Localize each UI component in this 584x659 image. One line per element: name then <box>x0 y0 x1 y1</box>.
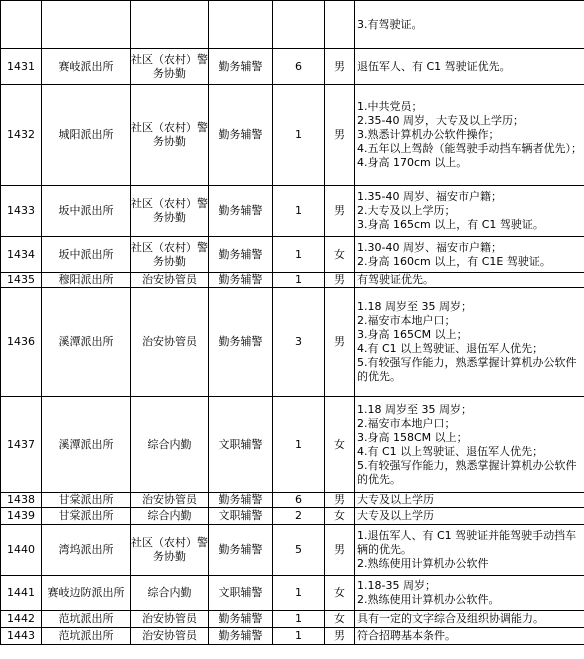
requirement-line: 大专及以上学历 <box>357 493 434 506</box>
requirement-line: 3.身高 165cm 以上，有 C1 驾驶证。 <box>357 218 544 231</box>
type-cell: 文职辅警 <box>209 397 273 493</box>
type-cell: 勤务辅警 <box>209 288 273 397</box>
requirement-line: 2.35-40 周岁，大专及以上学历； <box>357 114 524 127</box>
table-row <box>1 525 584 576</box>
requirement-line: 3.身高 165CM 以上； <box>357 328 468 341</box>
position-code-cell: 1436 <box>1 288 42 397</box>
gender-cell: 女 <box>325 508 355 525</box>
requirement-line: 4.身高 170cm 以上。 <box>357 156 468 169</box>
gender-cell: 男 <box>325 525 355 576</box>
count-cell: 2 <box>273 508 325 525</box>
table-row <box>1 85 584 186</box>
position-cell: 治安协管员 <box>131 273 209 288</box>
count-cell: 3 <box>273 288 325 397</box>
requirement-line: 1.30-40 周岁、福安市户籍； <box>357 240 502 254</box>
requirements-cell <box>355 237 584 273</box>
gender-cell: 女 <box>325 576 355 611</box>
position-code-cell: 1441 <box>1 576 42 611</box>
requirement-line: 退伍军人、有 C1 驾驶证优先。 <box>357 59 511 73</box>
type-cell: 文职辅警 <box>209 508 273 525</box>
position-code-cell <box>1 1 42 49</box>
requirement-line: 4.五年以上驾龄（能驾驶手动挡车辆者优先）； <box>357 142 582 155</box>
requirements-cell <box>355 576 584 611</box>
type-cell: 勤务辅警 <box>209 611 273 628</box>
position-cell: 社区（农村）警务协勤 <box>131 525 209 576</box>
requirements-cell <box>355 397 584 493</box>
unit-cell: 甘棠派出所 <box>42 508 131 525</box>
gender-cell: 男 <box>325 85 355 186</box>
count-cell: 5 <box>273 525 325 576</box>
requirements-cell <box>355 525 584 576</box>
table-row <box>1 508 584 525</box>
requirements-cell <box>355 1 584 49</box>
position-code-cell: 1438 <box>1 493 42 508</box>
position-cell: 社区（农村）警务协勤 <box>131 85 209 186</box>
requirement-line: 3.身高 158CM 以上； <box>357 430 468 444</box>
count-cell: 6 <box>273 49 325 85</box>
requirements-cell <box>355 85 584 186</box>
gender-cell: 女 <box>325 397 355 493</box>
requirement-line: 2.福安市本地户口； <box>357 314 456 327</box>
count-cell: 1 <box>273 85 325 186</box>
requirements-cell <box>355 628 584 645</box>
requirement-line: 1.35-40 周岁、福安市户籍； <box>357 190 502 203</box>
requirements-cell <box>355 508 584 525</box>
requirement-line: 2.熟练使用计算机办公软件。 <box>357 593 500 606</box>
type-cell: 勤务辅警 <box>209 186 273 237</box>
count-cell: 1 <box>273 611 325 628</box>
type-cell: 勤务辅警 <box>209 237 273 273</box>
gender-cell: 男 <box>325 49 355 85</box>
type-cell <box>209 1 273 49</box>
unit-cell: 坂中派出所 <box>42 237 131 273</box>
requirement-line: 1.18-35 周岁； <box>357 579 436 592</box>
position-cell: 社区（农村）警务协勤 <box>131 49 209 85</box>
type-cell: 勤务辅警 <box>209 493 273 508</box>
type-cell: 文职辅警 <box>209 576 273 611</box>
table-row <box>1 273 584 288</box>
requirement-line: 1.中共党员； <box>357 100 423 113</box>
count-cell: 1 <box>273 237 325 273</box>
position-code-cell: 1435 <box>1 273 42 288</box>
position-cell: 治安协管员 <box>131 611 209 628</box>
requirements-cell <box>355 288 584 397</box>
position-cell: 治安协管员 <box>131 288 209 397</box>
unit-cell: 范坑派出所 <box>42 611 131 628</box>
table-row <box>1 237 584 273</box>
requirement-line: 有驾驶证优先。 <box>357 273 434 286</box>
unit-cell: 范坑派出所 <box>42 628 131 645</box>
position-code-cell: 1432 <box>1 85 42 186</box>
position-cell <box>131 1 209 49</box>
unit-cell: 赛岐派出所 <box>42 49 131 85</box>
requirements-cell <box>355 186 584 237</box>
gender-cell: 男 <box>325 628 355 645</box>
table-row <box>1 576 584 611</box>
requirement-line: 2.身高 160cm 以上，有 C1E 驾驶证。 <box>357 254 551 268</box>
requirement-line: 3.有驾驶证。 <box>357 17 423 31</box>
requirement-line: 3.熟悉计算机办公软件操作； <box>357 128 500 141</box>
gender-cell: 男 <box>325 273 355 288</box>
requirement-line: 1.18 周岁至 35 周岁； <box>357 300 472 313</box>
type-cell: 勤务辅警 <box>209 525 273 576</box>
position-cell: 治安协管员 <box>131 628 209 645</box>
position-cell: 综合内勤 <box>131 397 209 493</box>
position-code-cell: 1440 <box>1 525 42 576</box>
gender-cell: 女 <box>325 611 355 628</box>
position-cell: 治安协管员 <box>131 493 209 508</box>
requirement-line: 4.有 C1 以上驾驶证、退伍军人优先； <box>357 342 544 355</box>
type-cell: 勤务辅警 <box>209 49 273 85</box>
unit-cell: 城阳派出所 <box>42 85 131 186</box>
requirement-line: 符合招聘基本条件。 <box>357 629 456 642</box>
requirement-line: 5.有较强写作能力，熟悉掌握计算机办公软件的优先。 <box>357 356 577 383</box>
type-cell: 勤务辅警 <box>209 628 273 645</box>
type-cell: 勤务辅警 <box>209 273 273 288</box>
table-body <box>1 1 584 645</box>
unit-cell: 溪潭派出所 <box>42 288 131 397</box>
position-code-cell: 1443 <box>1 628 42 645</box>
requirements-cell <box>355 611 584 628</box>
unit-cell: 溪潭派出所 <box>42 397 131 493</box>
position-cell: 综合内勤 <box>131 576 209 611</box>
unit-cell: 赛岐边防派出所 <box>42 576 131 611</box>
table-row <box>1 397 584 493</box>
gender-cell: 男 <box>325 186 355 237</box>
position-cell: 社区（农村）警务协勤 <box>131 186 209 237</box>
count-cell: 1 <box>273 186 325 237</box>
position-code-cell: 1437 <box>1 397 42 493</box>
requirement-line: 2.熟练使用计算机办公软件 <box>357 557 489 570</box>
gender-cell: 男 <box>325 288 355 397</box>
unit-cell <box>42 1 131 49</box>
requirement-line: 5.有较强写作能力，熟悉掌握计算机办公软件的优先。 <box>357 458 577 486</box>
requirement-line: 1.18 周岁至 35 周岁； <box>357 402 472 416</box>
requirements-cell <box>355 273 584 288</box>
unit-cell: 穆阳派出所 <box>42 273 131 288</box>
position-code-cell: 1431 <box>1 49 42 85</box>
position-code-cell: 1442 <box>1 611 42 628</box>
unit-cell: 甘棠派出所 <box>42 493 131 508</box>
requirement-line: 具有一定的文字综合及组织协调能力。 <box>357 612 544 625</box>
gender-cell: 女 <box>325 237 355 273</box>
requirement-line: 4.有 C1 以上驾驶证、退伍军人优先； <box>357 444 544 458</box>
table-row <box>1 628 584 645</box>
requirement-line: 1.退伍军人、有 C1 驾驶证并能驾驶手动挡车辆的优先。 <box>357 529 577 556</box>
position-code-cell: 1434 <box>1 237 42 273</box>
requirements-cell <box>355 493 584 508</box>
table-row <box>1 611 584 628</box>
table-row <box>1 493 584 508</box>
type-cell: 勤务辅警 <box>209 85 273 186</box>
requirement-line: 大专及以上学历 <box>357 509 434 522</box>
count-cell: 6 <box>273 493 325 508</box>
unit-cell: 湾坞派出所 <box>42 525 131 576</box>
requirement-line: 2.福安市本地户口； <box>357 416 456 430</box>
position-code-cell: 1433 <box>1 186 42 237</box>
position-code-cell: 1439 <box>1 508 42 525</box>
gender-cell <box>325 1 355 49</box>
table-row <box>1 1 584 49</box>
table-row <box>1 288 584 397</box>
count-cell: 1 <box>273 273 325 288</box>
count-cell: 1 <box>273 397 325 493</box>
requirement-line: 2.大专及以上学历； <box>357 204 456 217</box>
unit-cell: 坂中派出所 <box>42 186 131 237</box>
count-cell: 1 <box>273 628 325 645</box>
count-cell <box>273 1 325 49</box>
position-cell: 综合内勤 <box>131 508 209 525</box>
count-cell: 1 <box>273 576 325 611</box>
requirements-cell <box>355 49 584 85</box>
position-cell: 社区（农村）警务协勤 <box>131 237 209 273</box>
table-row <box>1 186 584 237</box>
gender-cell: 男 <box>325 493 355 508</box>
table-row <box>1 49 584 85</box>
